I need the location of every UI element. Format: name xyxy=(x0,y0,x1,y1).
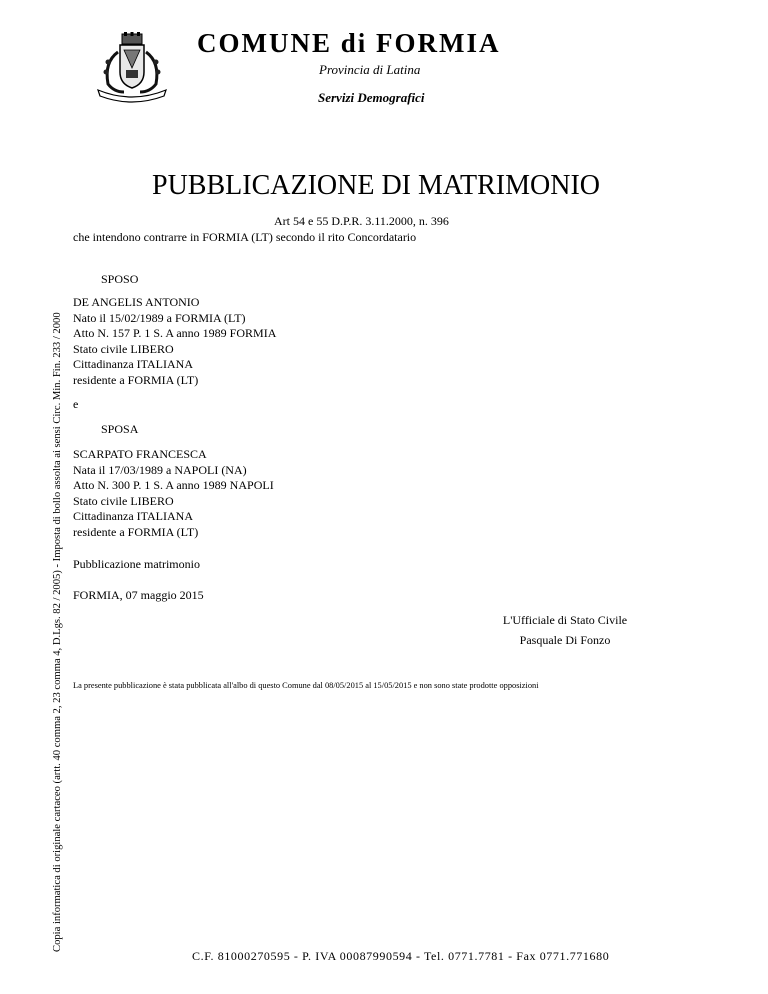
conjunction: e xyxy=(73,397,79,411)
footer-contacts: C.F. 81000270595 - P. IVA 00087990594 - Tel. 0771.7781 - Fax 0771.771680 xyxy=(192,949,610,963)
legal-reference: Art 54 e 55 D.P.R. 3.11.2000, n. 396 xyxy=(274,214,449,228)
groom-citizenship: Cittadinanza ITALIANA xyxy=(73,357,193,371)
bride-birth: Nata il 17/03/1989 a NAPOLI (NA) xyxy=(73,462,247,477)
vertical-legal-note: Copia informatica di originale cartaceo (artt. 40 comma 2, 23 comma 4, D.Lgs. 82 / 2005) - Imposta di bollo assolta ai sensi Circ. Min. Fin. 233 / 2000 xyxy=(52,312,63,952)
groom-birth: Nato il 15/02/1989 a FORMIA (LT) xyxy=(73,310,246,325)
document-title: PUBBLICAZIONE DI MATRIMONIO xyxy=(152,170,600,201)
bride-citizenship: Cittadinanza ITALIANA xyxy=(73,509,193,523)
bride-act: Atto N. 300 P. 1 S. A anno 1989 NAPOLI xyxy=(73,478,274,492)
groom-residence: residente a FORMIA (LT) xyxy=(73,372,199,387)
province-subtitle: Provincia di Latina xyxy=(319,62,421,77)
bride-role: SPOSA xyxy=(101,422,139,436)
bride-status: Stato civile LIBERO xyxy=(73,493,174,508)
bride-residence: residente a FORMIA (LT) xyxy=(73,524,199,539)
signature-office: L'Ufficiale di Stato Civile xyxy=(502,613,628,627)
groom-details xyxy=(73,295,276,388)
intro-text: che intendono contrarre in FORMIA (LT) secondo il rito Concordatario xyxy=(73,230,417,244)
publication-label: Pubblicazione matrimonio xyxy=(73,557,200,571)
groom-status: Stato civile LIBERO xyxy=(73,341,174,356)
groom-act: Atto N. 157 P. 1 S. A anno 1989 FORMIA xyxy=(73,326,277,340)
department-name: Servizi Demografici xyxy=(318,90,425,105)
groom-role: SPOSO xyxy=(101,272,139,286)
signature-name: Pasquale Di Fonzo xyxy=(519,633,611,647)
groom-name: DE ANGELIS ANTONIO xyxy=(73,295,200,309)
place-date: FORMIA, 07 maggio 2015 xyxy=(73,588,204,602)
bride-details xyxy=(73,447,274,540)
coat-of-arms-icon xyxy=(94,32,170,104)
publication-notice: La presente pubblicazione è stata pubblicata all'albo di questo Comune dal 08/05/2015 al 15/05/2015 e non sono state prodotte opposizioni xyxy=(73,681,539,690)
municipality-title: COMUNE di FORMIA xyxy=(197,28,501,58)
bride-name: SCARPATO FRANCESCA xyxy=(73,447,207,461)
